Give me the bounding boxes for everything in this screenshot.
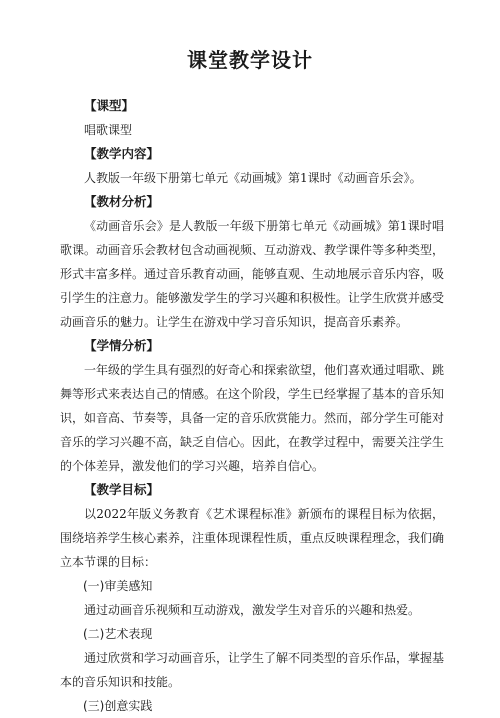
section-text-content: 人教版一年级下册第七单元《动画城》第1课时《动画音乐会》。 — [84, 171, 422, 185]
section-heading-material: 【教材分析】 — [84, 194, 160, 209]
goal-heading-art: (二)艺术表现 — [83, 627, 153, 641]
document-body — [60, 94, 444, 718]
section-text-material: 《动画音乐会》是人教版一年级下册第七单元《动画城》第1课时唱歌课。动画音乐会教材包含动画视频、互动游戏、教学课件等多种类型，形式丰富多样。通过音乐教育动画，能够直观、生动地展示音乐内容，吸引学生的注意力。能够激发学生的学习兴趣和积极性。让学生欣赏并感受动画音乐的魅力。让学生在游戏中学习音乐知识，提高音乐素养。 — [60, 219, 445, 329]
goal-text-aesthetic: 通过动画音乐视频和互动游戏，激发学生对音乐的兴趣和热爱。 — [84, 603, 421, 617]
section-text-learner: 一年级的学生具有强烈的好奇心和探索欲望，他们喜欢通过唱歌、跳舞等形式来表达自己的情感。在这个阶段，学生已经掌握了基本的音乐知识，如音高、节奏等，具备一定的音乐欣赏能力。然而，部分学生可能对音乐的学习兴趣不高，缺乏自信心。因此，在教学过程中，需要关注学生的个体差异，激发他们的学习兴趣，培养自信心。 — [60, 363, 445, 473]
section-heading-learner: 【学情分析】 — [84, 338, 160, 353]
section-text-type: 唱歌课型 — [84, 123, 133, 137]
goal-heading-aesthetic: (一)审美感知 — [83, 579, 153, 593]
goal-heading-creative: (三)创意实践 — [83, 699, 153, 713]
section-text-goals: 以2022年版义务教育《艺术课程标准》新颁布的课程目标为依据，围绕培养学生核心素养，注重体现课程性质，重点反映课程理念，我们确立本节课的目标： — [60, 507, 445, 569]
page-title: 课堂教学设计 — [187, 48, 313, 72]
section-heading-type: 【课型】 — [84, 98, 135, 113]
section-heading-goals: 【教学目标】 — [84, 482, 160, 497]
goal-text-art: 通过欣赏和学习动画音乐，让学生了解不同类型的音乐作品，掌握基本的音乐知识和技能。 — [60, 651, 445, 689]
section-heading-content: 【教学内容】 — [84, 146, 160, 161]
